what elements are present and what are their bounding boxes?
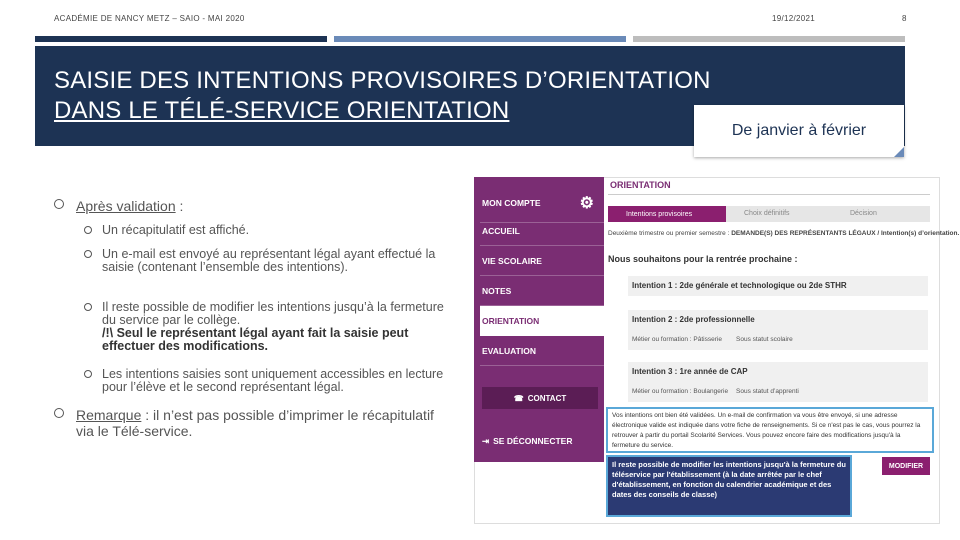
sidebar-item-label: ACCUEIL <box>482 225 520 236</box>
step-decision[interactable]: Décision <box>850 210 877 217</box>
validation-info-box: Vos intentions ont bien été validées. Un e-mail de confirmation va vous être envoyé, si une adresse électronique valide est indiquée dans votre fiche de renseignements. Si ce n'est pas le cas, vous pourrez la retrouver à partir du portail Scolarité Services. Vous pouvez encore faire des modifications jusqu'à la fermeture du service. <box>606 407 934 453</box>
logout-icon: ⇥ <box>482 435 490 446</box>
accent-bar-2 <box>334 36 626 42</box>
bullet-marker <box>54 199 64 209</box>
sub-bullet-4 <box>84 368 466 394</box>
sidebar-item-label: ORIENTATION <box>482 315 540 326</box>
modify-button[interactable]: MODIFIER <box>882 457 930 475</box>
trimester-label: Deuxième trimestre ou premier semestre : <box>608 230 730 237</box>
accent-bar-1 <box>35 36 327 42</box>
intent-1-box <box>628 276 928 296</box>
sidebar-item-label: NOTES <box>482 285 512 296</box>
step-label: Intentions provisoires <box>626 210 693 218</box>
intent-3-label: Intention 3 : 1re année de CAP <box>632 367 748 376</box>
teleservice-sidebar <box>474 177 604 462</box>
remark-text: : il n’est pas possible d’imprimer le récapitulatif via le Télé-service. <box>76 407 434 439</box>
intent-3-status: Sous statut d’apprenti <box>736 388 799 395</box>
sub-bullet-marker <box>84 370 92 378</box>
heading-divider <box>608 194 930 195</box>
bullet-after-validation <box>54 198 454 214</box>
intent-2-status: Sous statut scolaire <box>736 336 793 343</box>
phone-icon: ☎ <box>513 393 524 403</box>
sub-bullet-text: Il reste possible de modifier les intentions jusqu’à la fermeture du service par le collège. <box>102 300 444 327</box>
wish-heading: Nous souhaitons pour la rentrée prochaine : <box>608 254 798 264</box>
logout-button[interactable] <box>480 427 604 455</box>
modification-warning-box: Il reste possible de modifier les intentions jusqu'à la fermeture du téléservice par l'établissement (à la date arrêtée par le chef d'établissement, en fonction du calendrier académique et des dates des conseils de classe) <box>606 455 852 517</box>
sidebar-item-accueil[interactable] <box>480 216 604 246</box>
sub-bullet-marker <box>84 250 92 258</box>
header-org: ACADÉMIE DE NANCY METZ – SAIO - MAI 2020 <box>54 14 245 23</box>
sidebar-item-notes[interactable] <box>480 276 604 306</box>
intent-2-label: Intention 2 : 2de professionnelle <box>632 315 755 324</box>
orientation-heading: ORIENTATION <box>610 180 671 190</box>
period-label: De janvier à février <box>731 122 867 139</box>
bullet-suffix: : <box>175 198 184 214</box>
sidebar-item-vie-scolaire[interactable] <box>480 246 604 276</box>
sub-bullet-text: Les intentions saisies sont uniquement accessibles en lecture pour l’élève et le second représentant légal. <box>102 367 444 394</box>
trimester-line <box>608 230 960 237</box>
sub-bullet-marker <box>84 303 92 311</box>
bullet-marker <box>54 408 64 418</box>
logout-label: SE DÉCONNECTER <box>493 436 573 446</box>
title-line-2: DANS LE TÉLÉ-SERVICE ORIENTATION <box>54 97 510 124</box>
gear-icon[interactable]: ⚙ <box>579 194 594 212</box>
sub-bullet-warning: /!\ Seul le représentant légal ayant fait la saisie peut effectuer des modifications. <box>102 326 409 353</box>
period-corner <box>894 147 904 157</box>
bullet-label: Après validation <box>76 198 176 214</box>
intent-1-label: Intention 1 : 2de générale et technologique ou 2de STHR <box>632 281 847 290</box>
step-choix[interactable]: Choix définitifs <box>744 210 790 217</box>
sub-bullet-2 <box>84 248 454 274</box>
intent-2-detail: Métier ou formation : Pâtisserie <box>632 336 722 343</box>
sidebar-item-label: EVALUATION <box>482 345 536 356</box>
sub-bullet-3 <box>84 301 454 353</box>
contact-label: CONTACT <box>527 393 567 403</box>
sidebar-item-evaluation[interactable] <box>480 336 604 366</box>
title-line-1: SAISIE DES INTENTIONS PROVISOIRES D’ORIENTATION <box>54 67 711 94</box>
sub-bullet-marker <box>84 226 92 234</box>
sub-bullet-text: Un e-mail est envoyé au représentant légal ayant effectué la saisie (contenant l’ensemble des intentions). <box>102 247 436 274</box>
sidebar-item-orientation[interactable] <box>480 306 604 336</box>
sidebar-item-label: MON COMPTE <box>482 197 541 208</box>
sub-bullet-1 <box>84 224 454 237</box>
header-date: 19/12/2021 <box>772 14 816 23</box>
intent-3-detail: Métier ou formation : Boulangerie <box>632 388 729 395</box>
step-intentions[interactable] <box>608 206 726 222</box>
page-number: 8 <box>902 14 907 23</box>
period-box <box>694 105 904 157</box>
intent-2-box <box>628 310 928 350</box>
intent-3-box <box>628 362 928 402</box>
contact-button[interactable] <box>482 387 598 409</box>
request-label: DEMANDE(S) DES REPRÉSENTANTS LÉGAUX / Intention(s) d’orientation. <box>731 230 960 237</box>
sub-bullet-text: Un récapitulatif est affiché. <box>102 223 250 237</box>
bullet-remark <box>54 407 454 439</box>
remark-label: Remarque <box>76 407 142 423</box>
sidebar-item-label: VIE SCOLAIRE <box>482 255 542 266</box>
accent-bar-3 <box>633 36 905 42</box>
